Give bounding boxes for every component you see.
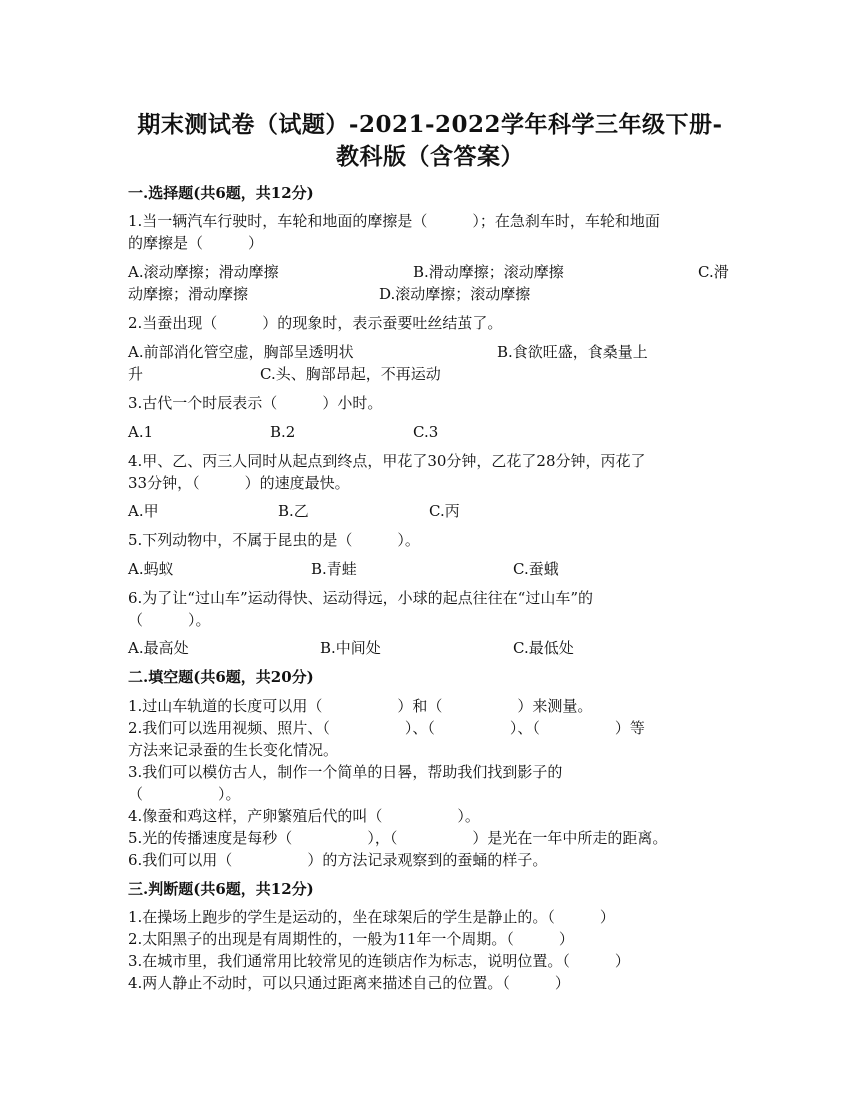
fill-item-2: 2.我们可以选用视频、照片、（ ）、（ ）、（ ）等 xyxy=(128,719,645,737)
q4-option-c: C.丙 xyxy=(429,502,460,520)
q3-option-b: B.2 xyxy=(270,423,296,441)
fill-item-5: 5.光的传播速度是每秒（ ），（ ）是光在一年中所走的距离。 xyxy=(128,829,668,847)
exam-title-line1: 期末测试卷（试题）-2021-2022学年科学三年级下册- xyxy=(137,111,723,138)
section2-heading: 二.填空题(共6题，共20分) xyxy=(128,668,314,686)
fill-item-3-cont: （ ）。 xyxy=(128,785,241,803)
q1-option-c-part1: C.滑 xyxy=(698,263,729,281)
judge-item-1: 1.在操场上跑步的学生是运动的，坐在球架后的学生是静止的。（ ） xyxy=(128,908,615,926)
q1-stem-line2: 的摩擦是（ ） xyxy=(128,234,264,252)
q6-option-c: C.最低处 xyxy=(513,639,574,657)
fill-item-1: 1.过山车轨道的长度可以用（ ）和（ ）来测量。 xyxy=(128,697,593,715)
q2-option-b-cont: 升 xyxy=(128,365,144,383)
q6-option-a: A.最高处 xyxy=(128,639,189,657)
judge-item-3: 3.在城市里，我们通常用比较常见的连锁店作为标志，说明位置。（ ） xyxy=(128,952,630,970)
q3-stem: 3.古代一个时辰表示（ ）小时。 xyxy=(128,394,383,412)
q2-stem: 2.当蚕出现（ ）的现象时，表示蚕要吐丝结茧了。 xyxy=(128,314,503,332)
q1-stem-line1: 1.当一辆汽车行驶时，车轮和地面的摩擦是（ ）；在急刹车时，车轮和地面 xyxy=(128,212,660,230)
q6-stem-line2: （ ）。 xyxy=(128,611,211,629)
fill-item-3: 3.我们可以模仿古人，制作一个简单的日晷，帮助我们找到影子的 xyxy=(128,763,563,781)
q1-option-b: B.滑动摩擦；滚动摩擦 xyxy=(413,263,564,281)
q4-option-a: A.甲 xyxy=(128,502,159,520)
q2-option-c: C.头、胸部昂起，不再运动 xyxy=(260,365,441,383)
q6-stem-line1: 6.为了让“过山车”运动得快、运动得远，小球的起点往往在“过山车”的 xyxy=(128,589,593,607)
fill-item-4: 4.像蚕和鸡这样，产卵繁殖后代的叫（ ）。 xyxy=(128,807,480,825)
q2-option-b: B.食欲旺盛，食桑量上 xyxy=(497,343,648,361)
q6-option-b: B.中间处 xyxy=(320,639,381,657)
fill-item-6: 6.我们可以用（ ）的方法记录观察到的蚕蛹的样子。 xyxy=(128,851,548,869)
q1-option-d: D.滚动摩擦；滚动摩擦 xyxy=(379,285,531,303)
q4-stem-line1: 4.甲、乙、丙三人同时从起点到终点，甲花了30分钟，乙花了28分钟，丙花了 xyxy=(128,452,646,470)
q5-option-c: C.蚕蛾 xyxy=(513,560,559,578)
q5-option-a: A.蚂蚁 xyxy=(128,560,174,578)
q5-option-b: B.青蛙 xyxy=(311,560,357,578)
exam-title-line2: 教科版（含答案） xyxy=(336,143,524,170)
q4-option-b: B.乙 xyxy=(278,502,309,520)
judge-item-2: 2.太阳黑子的出现是有周期性的，一般为11年一个周期。（ ） xyxy=(128,930,574,948)
q5-stem: 5.下列动物中，不属于昆虫的是（ ）。 xyxy=(128,531,420,549)
q3-option-a: A.1 xyxy=(128,423,154,441)
q1-option-a: A.滚动摩擦；滑动摩擦 xyxy=(128,263,279,281)
fill-item-2-cont: 方法来记录蚕的生长变化情况。 xyxy=(128,741,339,759)
q2-option-a: A.前部消化管空虚，胸部呈透明状 xyxy=(128,343,354,361)
q3-option-c: C.3 xyxy=(413,423,439,441)
section3-heading: 三.判断题(共6题，共12分) xyxy=(128,880,314,898)
section1-heading: 一.选择题(共6题，共12分) xyxy=(128,184,314,202)
q4-stem-line2: 33分钟，（ ）的速度最快。 xyxy=(128,474,350,492)
q1-option-c-part2: 动摩擦；滑动摩擦 xyxy=(128,285,249,303)
judge-item-4: 4.两人静止不动时，可以只通过距离来描述自己的位置。（ ） xyxy=(128,974,570,992)
